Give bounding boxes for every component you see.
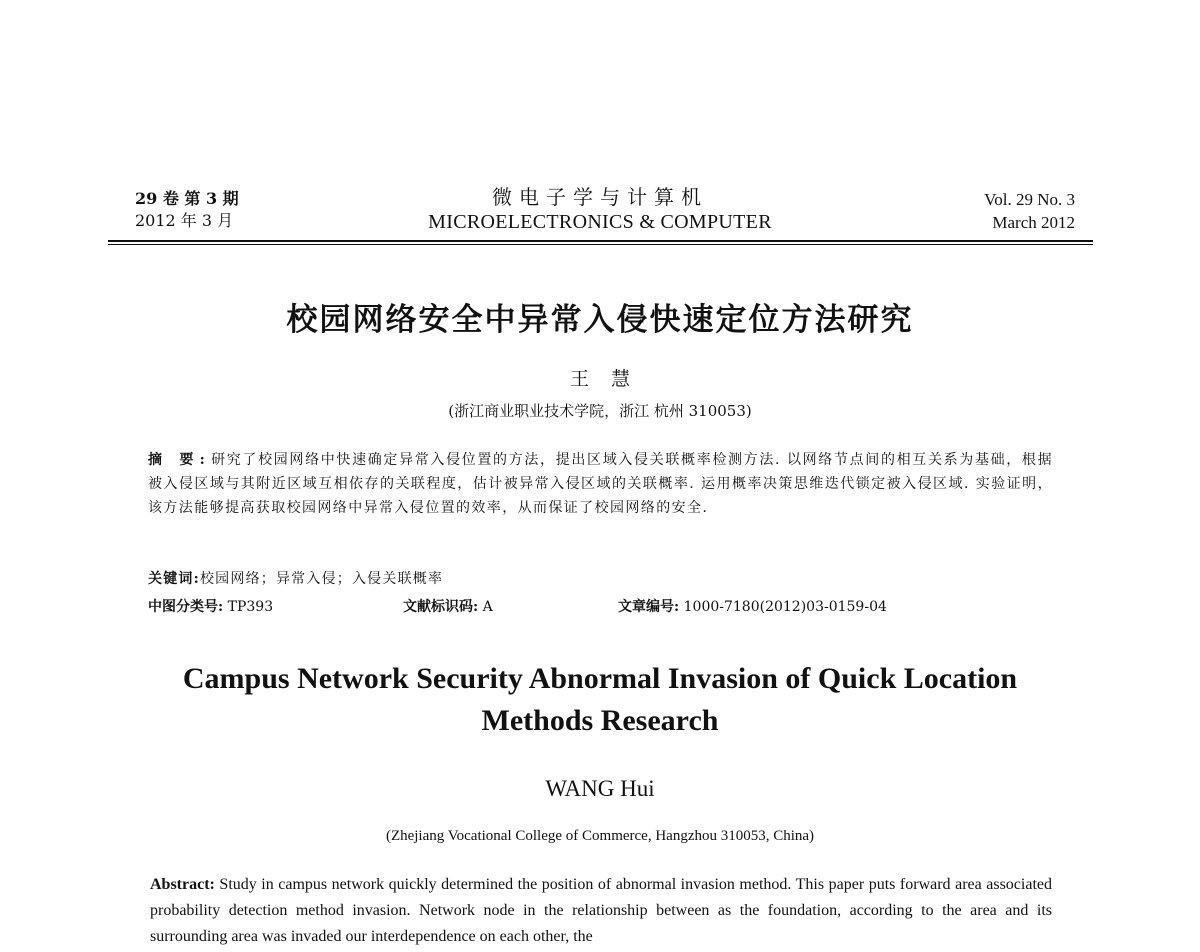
affiliation-en: (Zhejiang Vocational College of Commerce, Hangzhou 310053, China) [385, 828, 815, 844]
abstract-en-label: Abstract: [150, 876, 215, 893]
clc-label: 中图分类号: [148, 599, 224, 615]
journal-issue-cn [135, 188, 239, 232]
author-cn: 王慧 [569, 368, 652, 390]
title-en [130, 658, 1070, 742]
classification-row [148, 596, 1053, 618]
article-value: 1000-7180(2012)03-0159-04 [683, 599, 887, 615]
article-number [618, 596, 887, 618]
keywords-cn-label: 关键词: [148, 571, 200, 587]
keywords-cn-text: 校园网络；异常入侵；入侵关联概率 [199, 571, 444, 587]
journal-name [300, 185, 900, 235]
title-en-line2: Methods Research [481, 704, 719, 737]
volume-cn: 29 卷 第 3 期 [135, 189, 239, 208]
date-cn: 2012 年 3 月 [135, 211, 234, 230]
journal-name-en: MICROELECTRONICS & COMPUTER [428, 211, 772, 233]
doc-label: 文献标识码: [403, 599, 479, 615]
abstract-cn-text: 研究了校园网络中快速确定异常入侵位置的方法，提出区域入侵关联概率检测方法. 以网络节点间的相互关系为基础，根据被入侵区域与其附近区域互相依存的关联程度，估计被异常入侵区域的关联概率. 运用概率决策思维迭代锁定被入侵区域. 实验证明，该方法能够提高获取校园网络中异常入侵位置的效率，从而保证了校园网络的安全. [148, 452, 1053, 516]
clc-number [148, 596, 273, 618]
volume-en: Vol. 29 No. 3 [984, 190, 1075, 209]
keywords-cn [148, 568, 1053, 590]
document-code [403, 596, 493, 618]
title-en-line1: Campus Network Security Abnormal Invasion of Quick Location [182, 662, 1018, 695]
affiliation-cn: (浙江商业职业技术学院，浙江 杭州 310053) [448, 402, 752, 420]
abstract-cn [148, 448, 1053, 520]
journal-issue-en [984, 188, 1075, 234]
header-rule-thin [108, 244, 1093, 245]
author-en: WANG Hui [545, 776, 655, 801]
article-label: 文章编号: [618, 599, 680, 615]
clc-value: TP393 [227, 599, 274, 615]
abstract-cn-label: 摘 要: [148, 452, 211, 468]
doc-value: A [482, 599, 493, 615]
abstract-en-text: Study in campus network quickly determined the position of abnormal invasion method. This paper puts forward area associated probability detection method invasion. Network node in the relationship between as the foundation, according to the area and its surrounding area was invaded our interdependence on each other, the [150, 876, 1053, 945]
title-cn: 校园网络安全中异常入侵快速定位方法研究 [286, 302, 914, 338]
journal-name-cn: 微电子学与计算机 [492, 185, 708, 209]
date-en: March 2012 [992, 213, 1075, 232]
header-rule-thick [108, 240, 1093, 242]
abstract-en [150, 872, 1052, 950]
